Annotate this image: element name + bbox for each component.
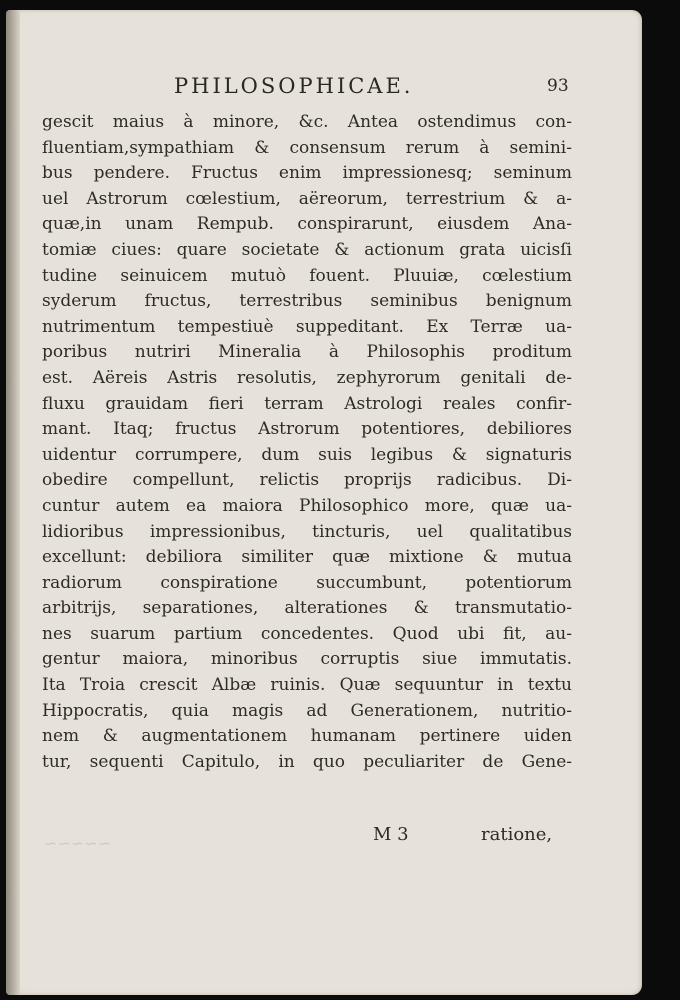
text-line: gescit maius à minore, &c. Antea ostendimus con- xyxy=(42,112,572,132)
text-line: quæ,in unam Rempub. conspirarunt, eiusdem Ana- xyxy=(42,214,572,235)
text-line: fluentiam,sympathiam & consensum rerum à semini- xyxy=(42,137,572,158)
text-line: uidentur corrumpere, dum suis legibus & signaturis xyxy=(42,444,572,465)
text-line: nem & augmentationem humanam pertinere uiden xyxy=(42,726,572,747)
body-text xyxy=(42,110,572,775)
text-line: obedire compellunt, relictis proprijs radicibus. Di- xyxy=(42,470,572,491)
text-line: excellunt: debiliora similiter quæ mixtione & mutua xyxy=(42,547,572,568)
text-line: tudine seinuicem mutuò fouent. Pluuiæ, cœlestium xyxy=(42,265,572,286)
text-line: cuntur autem ea maiora Philosophico more, quæ ua- xyxy=(42,495,572,516)
text-line: syderum fructus, terrestribus seminibus benignum xyxy=(42,291,572,312)
text-line: lidioribus impressionibus, tincturis, uel qualitatibus xyxy=(42,521,572,542)
text-line: gentur maiora, minoribus corruptis siue immutatis. xyxy=(42,649,572,670)
book-page xyxy=(6,10,642,995)
text-line: nes suarum partium concedentes. Quod ubi fit, au- xyxy=(42,623,572,644)
text-line: arbitrijs, separationes, alterationes & transmutatio- xyxy=(42,598,572,619)
running-title: PHILOSOPHICAE. xyxy=(174,74,414,98)
catchword: ratione, xyxy=(481,824,553,845)
text-line: tur, sequenti Capitulo, in quo peculiariter de Gene- xyxy=(42,751,572,772)
text-line: est. Aëreis Astris resolutis, zephyrorum genitali de- xyxy=(42,367,572,388)
text-line: Hippocratis, quia magis ad Generationem, nutritio- xyxy=(42,700,572,721)
text-line: nutrimentum tempestiuè suppeditant. Ex Terræ ua- xyxy=(42,316,572,337)
text-line: Ita Troia crescit Albæ ruinis. Quæ sequuntur in textu xyxy=(42,675,572,696)
text-line: tomiæ ciues: quare societate & actionum grata uicisſi xyxy=(42,239,572,260)
show-through-ink: ~~~~~ xyxy=(44,834,112,853)
text-line: mant. Itaq; fructus Astrorum potentiores, debiliores xyxy=(42,419,572,440)
text-line: radiorum conspiratione succumbunt, potentiorum xyxy=(42,572,572,593)
running-head xyxy=(6,74,642,104)
text-line: poribus nutriri Mineralia à Philosophis proditum xyxy=(42,342,572,363)
text-line: uel Astrorum cœlestium, aëreorum, terrestrium & a- xyxy=(42,188,572,209)
page-number: 93 xyxy=(547,76,569,96)
text-line: bus pendere. Fructus enim impressionesq; seminum xyxy=(42,163,572,184)
signature-mark: M 3 xyxy=(373,824,409,845)
text-line: fluxu grauidam fieri terram Astrologi reales confir- xyxy=(42,393,572,414)
